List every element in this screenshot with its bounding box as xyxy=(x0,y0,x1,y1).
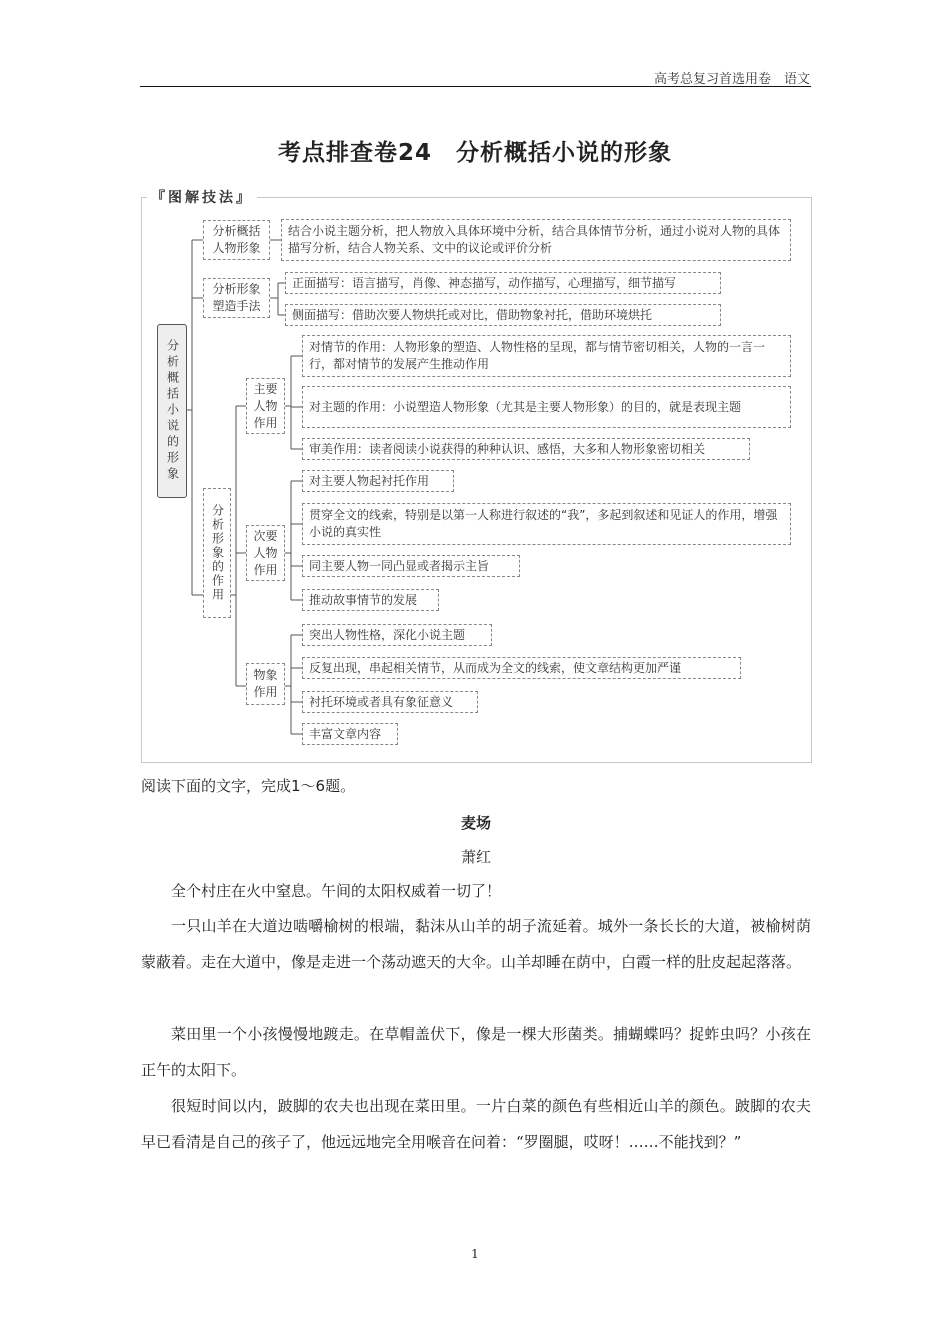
main-character-item: 对主题的作用：小说塑造人物形象（尤其是主要人物形象）的目的，就是表现主题 xyxy=(302,386,791,428)
main-character-item: 对情节的作用：人物形象的塑造、人物性格的呈现，都与情节密切相关，人物的一言一行，都对情节的发展产生推动作用 xyxy=(302,335,791,377)
branch-image-function-label: 分析形象的作用 xyxy=(210,504,225,602)
minor-character-item: 贯穿全文的线索，特别是以第一人称进行叙述的“我”，多起到叙述和见证人的作用，增强小说的真实性 xyxy=(302,503,791,545)
main-character-item: 审美作用：读者阅读小说获得的种种认识、感悟，大多和人物形象密切相关 xyxy=(302,438,750,460)
reading-instruction: 阅读下面的文字，完成1～6题。 xyxy=(141,777,356,795)
story-paragraph: 一只山羊在大道边啮嚼榆树的根端，黏沫从山羊的胡子流延着。城外一条长长的大道，被榆树荫蒙蔽着。走在大道中，像是走进一个荡动遮天的大伞。山羊却睡在荫中，白霞一样的肚皮起起落落。 xyxy=(141,917,811,971)
object-item: 反复出现，串起相关情节，从而成为全文的线索，使文章结构更加严谨 xyxy=(302,657,741,679)
page-number: 1 xyxy=(471,1247,479,1261)
sub-object-label: 物象作用 xyxy=(253,668,278,699)
branch-shaping-methods xyxy=(203,278,270,318)
tree-root-label: 分析概括小说的形象 xyxy=(165,339,180,483)
branch-shaping-methods-label: 分析形象塑造手法 xyxy=(212,282,261,313)
branch-character-image xyxy=(203,220,270,260)
object-item: 丰富文章内容 xyxy=(302,723,398,745)
shaping-item: 正面描写：语言描写，肖像、神态描写，动作描写，心理描写，细节描写 xyxy=(285,272,721,294)
sub-minor-character xyxy=(246,525,285,581)
tree-root-node xyxy=(157,324,187,498)
object-item: 衬托环境或者具有象征意义 xyxy=(302,691,478,713)
story-paragraph: 很短时间以内，跛脚的农夫也出现在菜田里。一片白菜的颜色有些相近山羊的颜色。跛脚的农夫早已看清是自己的孩子了，他远远地完全用喉音在问着：“罗圈腿，哎呀！……不能找到？” xyxy=(141,1097,811,1151)
story-author: 萧红 xyxy=(460,848,491,866)
header-right-text: 高考总复习首选用卷 语文 xyxy=(653,72,810,87)
story-paragraph: 菜田里一个小孩慢慢地踱走。在草帽盖伏下，像是一棵大形菌类。捕蝴蝶吗？捉蚱虫吗？小孩在正午的太阳下。 xyxy=(141,1025,811,1079)
minor-character-item: 同主要人物一同凸显或者揭示主旨 xyxy=(302,555,520,577)
sub-main-character xyxy=(246,378,285,434)
sub-object xyxy=(246,663,285,705)
minor-character-item: 对主要人物起衬托作用 xyxy=(302,470,454,492)
minor-character-item: 推动故事情节的发展 xyxy=(302,589,439,611)
object-item: 突出人物性格，深化小说主题 xyxy=(302,624,492,646)
story-title: 麦场 xyxy=(460,814,491,832)
branch-character-image-desc: 结合小说主题分析，把人物放入具体环境中分析，结合具体情节分析，通过小说对人物的具体描写分析，结合人物关系、文中的议论或评价分析 xyxy=(281,219,791,261)
branch-character-image-label: 分析概括人物形象 xyxy=(212,224,261,255)
branch-image-function xyxy=(203,488,231,618)
shaping-item: 侧面描写：借助次要人物烘托或对比，借助物象衬托，借助环境烘托 xyxy=(285,304,721,326)
story-paragraph: 全个村庄在火中窒息。午间的太阳权威着一切了！ xyxy=(171,882,502,900)
page-title: 考点排查卷24 分析概括小说的形象 xyxy=(277,140,672,166)
sub-minor-character-label: 次要人物作用 xyxy=(253,528,278,577)
figure-label: 『图解技法』 xyxy=(147,187,257,207)
sub-main-character-label: 主要人物作用 xyxy=(253,381,278,430)
